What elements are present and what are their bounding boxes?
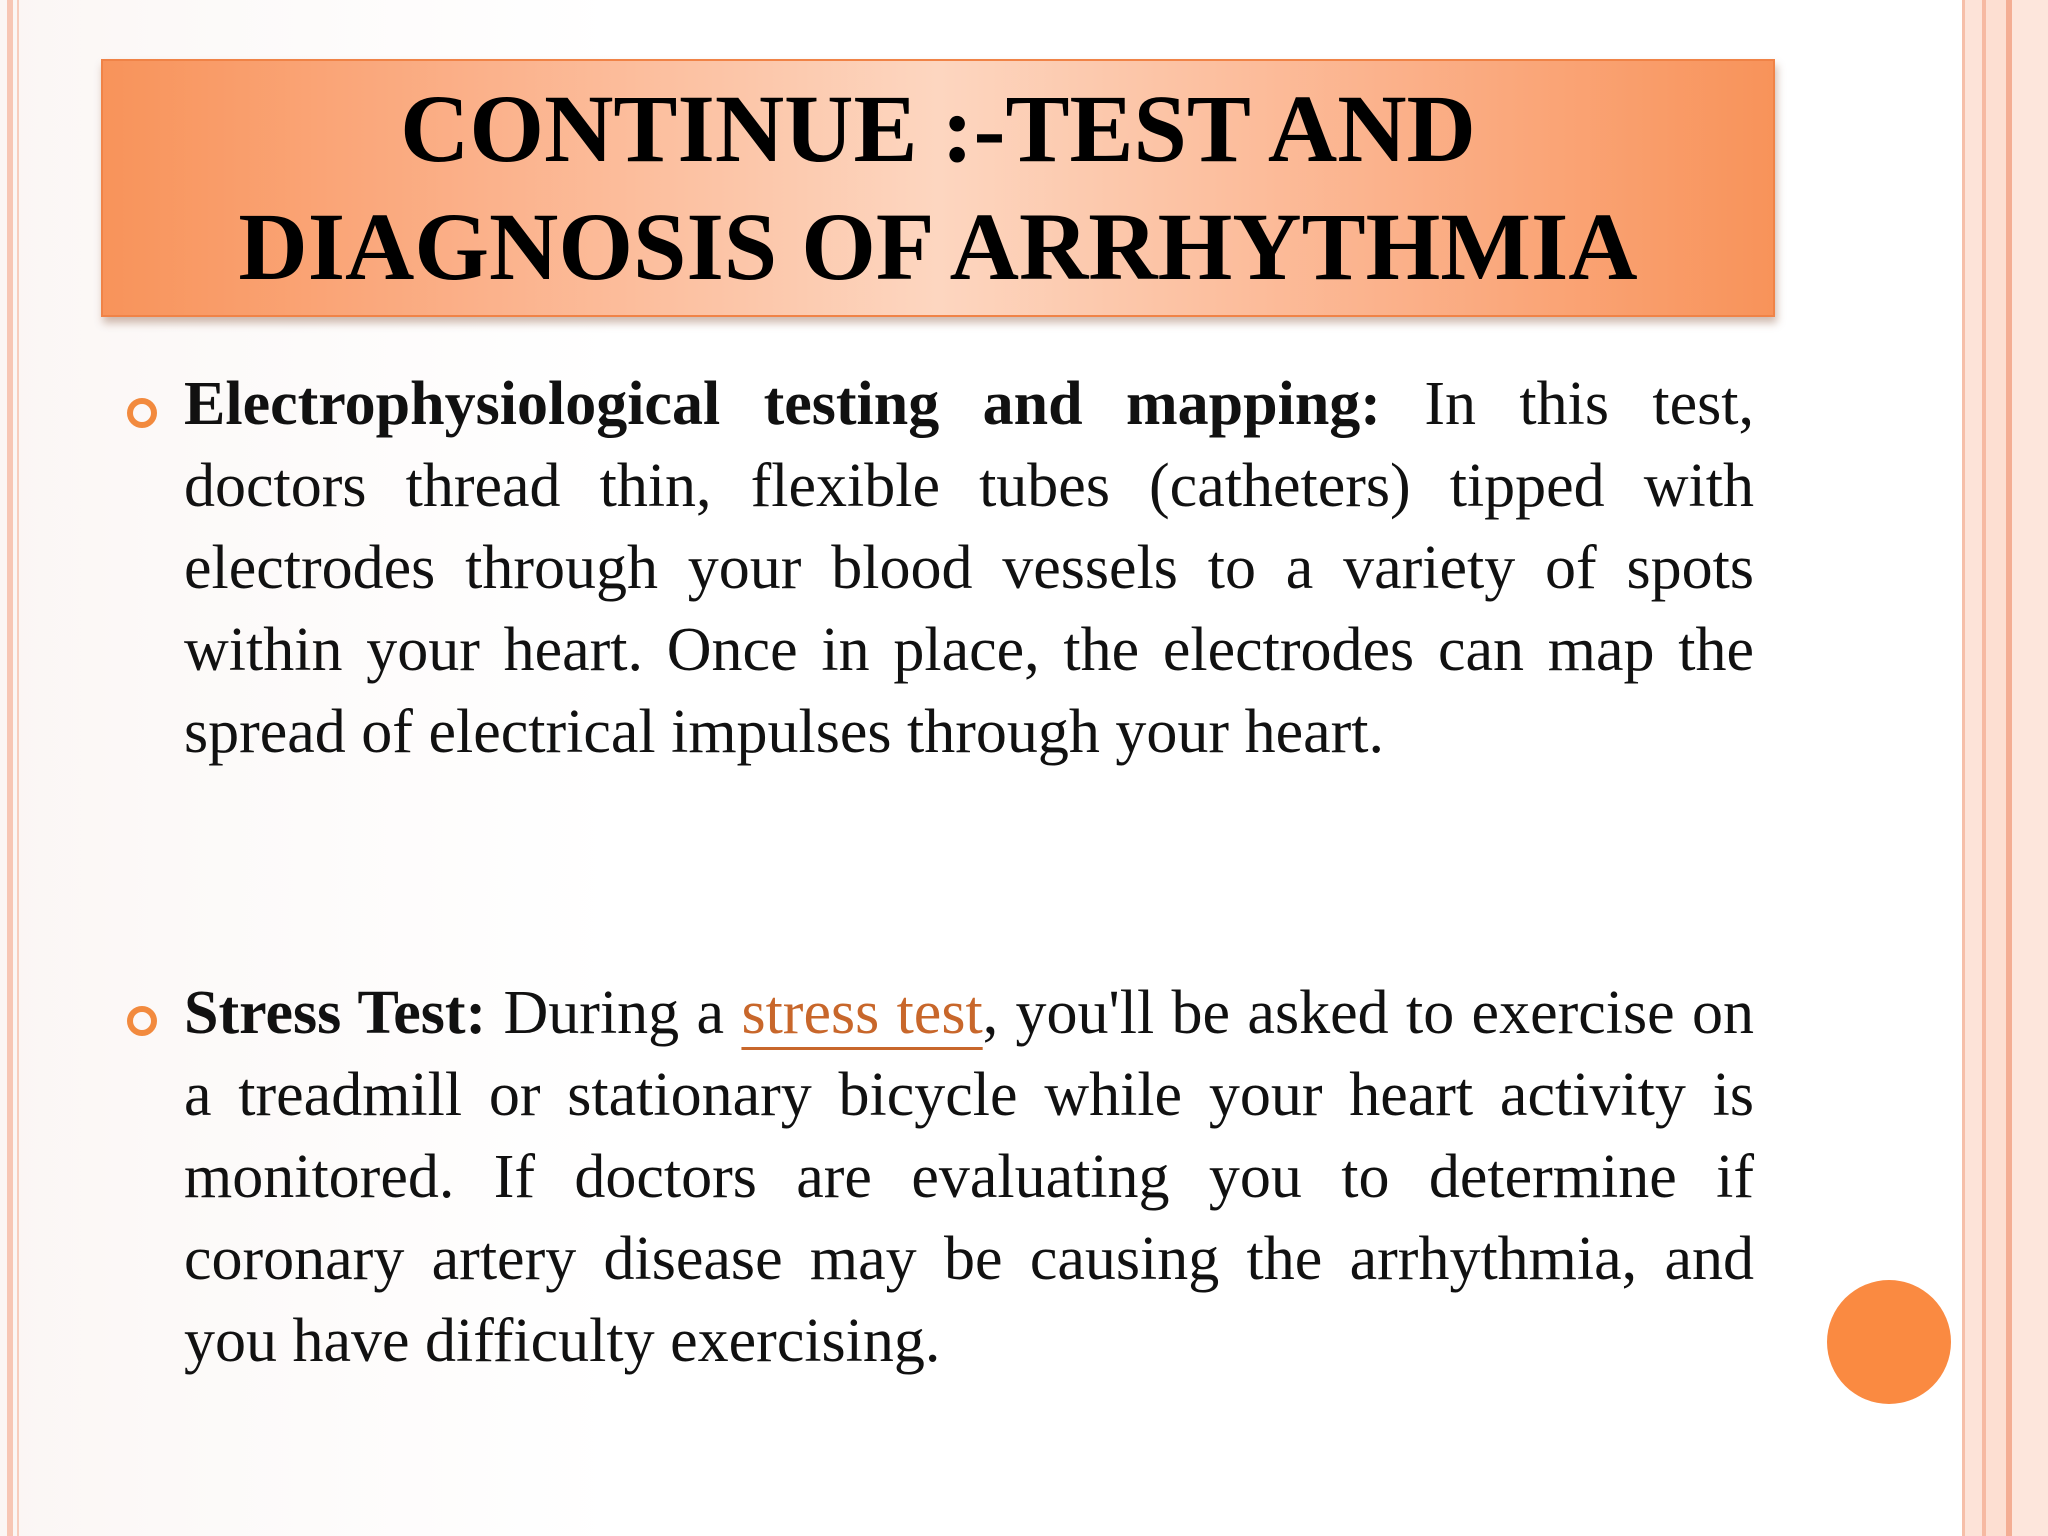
decorative-circle: [1827, 1280, 1951, 1404]
right-decorative-stripe: [1986, 0, 2006, 1536]
bullet-circle-icon: [127, 1006, 157, 1036]
bullet-stress-test: [184, 972, 1754, 1382]
right-decorative-stripe: [2012, 0, 2048, 1536]
slide-title: CONTINUE :-TEST AND DIAGNOSIS OF ARRHYTHMIA: [238, 75, 1638, 300]
bullet-text: During a: [486, 979, 742, 1047]
left-border-line-inner: [17, 0, 19, 1536]
stress-test-link[interactable]: stress test: [741, 979, 983, 1047]
bullet-circle-icon: [127, 398, 157, 428]
left-border-line: [7, 0, 13, 1536]
right-decorative-stripe: [1965, 0, 1982, 1536]
bullet-text: In this test, doctors thread thin, flexible tubes (catheters) tipped with electrodes through your blood vessels to a variety of spots within your heart. Once in place, the electrodes can map the spread of electrical impulses through your heart.: [184, 370, 1755, 766]
bullet-electrophysiological-testing: [184, 363, 1754, 773]
bullet-term: Electrophysiological testing and mapping:: [184, 370, 1381, 438]
title-banner: [101, 59, 1775, 317]
bullet-text: , you'll be asked to exercise on a treadmill or stationary bicycle while your heart activity is monitored. If doctors are evaluating you to determine if coronary artery disease may be causing the arrhythmia, and you have difficulty exercising.: [184, 979, 1755, 1375]
bullet-term: Stress Test:: [184, 979, 487, 1047]
